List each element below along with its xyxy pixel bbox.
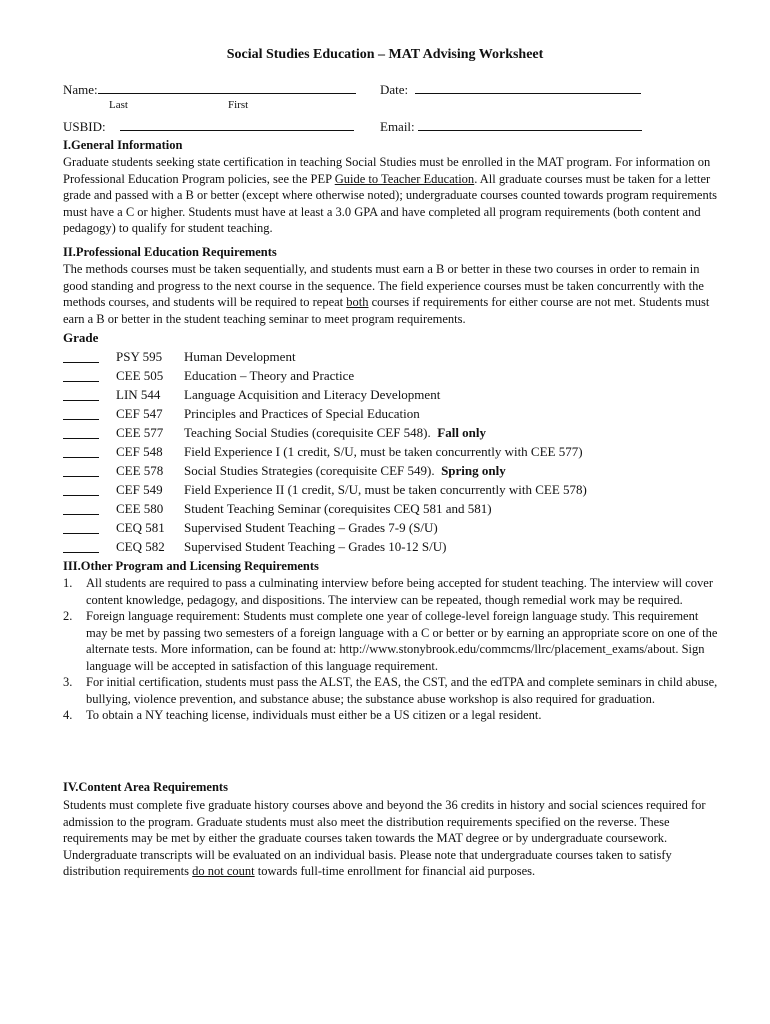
course-code: CEF 548	[116, 443, 163, 459]
course-row	[63, 423, 587, 442]
list-number: 2.	[63, 609, 73, 623]
course-row	[63, 480, 587, 499]
grade-blank[interactable]	[63, 370, 99, 382]
course-title: Social Studies Strategies (corequisite CEF 549).	[184, 462, 442, 478]
usbid-label: USBID:	[63, 119, 106, 134]
professional-text-a: The methods courses must be taken sequentially, and students must earn a B or better in these two courses in order to remain in good standing and progress to the next course in the sequence. The field experience courses must be taken concurrently with the methods courses, and students will be required to repeat	[63, 262, 704, 309]
both-emphasis: both	[346, 295, 369, 309]
do-not-count-emphasis: do not count	[192, 864, 255, 878]
date-label: Date:	[380, 82, 409, 97]
general-info-text-a: Graduate students seeking state certification in teaching Social Studies must be enrolled in the MAT program. For information on Professional Education Program policies, see the PEP	[63, 155, 711, 186]
date-input-line[interactable]	[415, 82, 641, 94]
course-row	[63, 518, 587, 537]
course-row	[63, 442, 587, 461]
course-title: Supervised Student Teaching – Grades 7-9 (S/U)	[184, 519, 438, 535]
list-item	[63, 608, 718, 674]
course-title: Human Development	[184, 348, 296, 364]
course-row	[63, 461, 587, 480]
content-area-text-b: towards full-time enrollment for financial aid purposes.	[254, 864, 536, 878]
course-code: CEF 549	[116, 481, 163, 497]
grade-blank[interactable]	[63, 389, 99, 401]
usbid-input-line[interactable]	[120, 119, 354, 131]
section-heading-general: I.General Information	[63, 138, 183, 152]
list-item-text: All students are required to pass a culminating interview before being accepted for student teaching. The interview will cover content knowledge, pedagogy, and dispositions. The interview can be repeated, though remedial work may be required.	[86, 576, 713, 607]
usbid-field[interactable]	[63, 119, 354, 135]
email-label: Email:	[380, 119, 415, 134]
general-info-paragraph	[63, 154, 718, 237]
course-title: Field Experience I (1 credit, S/U, must be taken concurrently with CEE 577)	[184, 443, 583, 459]
course-title: Supervised Student Teaching – Grades 10-12 S/U)	[184, 538, 447, 554]
email-field[interactable]	[380, 119, 642, 135]
email-input-line[interactable]	[418, 119, 642, 131]
course-code: CEQ 582	[116, 538, 165, 554]
section-heading-other: III.Other Program and Licensing Requirements	[63, 559, 319, 573]
list-number: 1.	[63, 576, 73, 590]
course-title: Language Acquisition and Literacy Development	[184, 386, 441, 402]
content-area-paragraph	[63, 797, 718, 880]
professional-text-b: courses if requirements for either course are not met. Students must earn a B or better in the student teaching seminar to meet program requirements.	[63, 295, 710, 326]
grade-blank[interactable]	[63, 465, 99, 477]
course-term-note: Spring only	[441, 462, 506, 478]
list-item-text: To obtain a NY teaching license, individuals must either be a US citizen or a legal resident.	[86, 708, 542, 722]
section-heading-content-area: IV.Content Area Requirements	[63, 780, 228, 794]
course-row	[63, 366, 587, 385]
first-name-label: First	[228, 99, 249, 111]
course-row	[63, 499, 587, 518]
date-field[interactable]	[380, 82, 641, 98]
list-item	[63, 575, 718, 608]
list-item-text: Foreign language requirement: Students must complete one year of college-level foreign language study. This requirement may be met by passing two semesters of a foreign language with a C or better or by earning an appropriate score on one of the alternate tests. More information, can be found at: http://www.stonybrook.edu/commcms/llrc/placement_exams/about. Sign language will be accepted in satisfaction of this language requirement.	[86, 609, 718, 673]
list-item	[63, 707, 718, 724]
course-title: Teaching Social Studies (corequisite CEF 548).	[184, 424, 438, 440]
grade-blank[interactable]	[63, 522, 99, 534]
course-row	[63, 347, 587, 366]
name-field[interactable]	[63, 82, 356, 98]
page-title: Social Studies Education – MAT Advising Worksheet	[226, 47, 544, 62]
list-number: 3.	[63, 675, 73, 689]
grade-blank[interactable]	[63, 351, 99, 363]
course-title: Principles and Practices of Special Education	[184, 405, 420, 421]
grade-heading: Grade	[63, 330, 99, 345]
grade-blank[interactable]	[63, 503, 99, 515]
course-row	[63, 385, 587, 404]
course-row	[63, 537, 587, 556]
professional-paragraph	[63, 261, 718, 327]
content-area-text-a: Students must complete five graduate history courses above and beyond the 36 credits in history and social sciences required for admission to the program. Graduate students must also meet the distribution requirements specified on the reverse. These requirements may be met by either the graduate courses taken towards the MAT degree or by undergraduate coursework. Undergraduate transcripts will be evaluated on an individual basis. Please note that undergraduate courses taken to satisfy distribution requirements	[63, 798, 706, 878]
course-term-note: Fall only	[437, 424, 487, 440]
course-code: CEE 577	[116, 424, 164, 440]
course-title: Education – Theory and Practice	[184, 367, 355, 383]
course-code: PSY 595	[116, 348, 163, 364]
grade-blank[interactable]	[63, 541, 99, 553]
requirements-list	[63, 575, 718, 724]
name-input-line[interactable]	[98, 82, 356, 94]
course-row	[63, 404, 587, 423]
course-code: CEE 580	[116, 500, 164, 516]
grade-blank[interactable]	[63, 408, 99, 420]
grade-blank[interactable]	[63, 484, 99, 496]
section-heading-professional: II.Professional Education Requirements	[63, 245, 277, 259]
course-code: CEE 505	[116, 367, 164, 383]
course-code: LIN 544	[116, 386, 161, 402]
course-list	[63, 347, 587, 556]
grade-blank[interactable]	[63, 446, 99, 458]
general-info-text-b: . All graduate courses must be taken for a letter grade and passed with a B or better (except where otherwise noted); undergraduate courses counted towards program requirements must have a C or higher. Students must have at least a 3.0 GPA and have completed all program requirements (both content and pedagogy) to qualify for student teaching.	[63, 171, 718, 235]
grade-blank[interactable]	[63, 427, 99, 439]
name-label: Name:	[63, 82, 98, 97]
course-title: Field Experience II (1 credit, S/U, must be taken concurrently with CEE 578)	[184, 481, 587, 497]
list-item	[63, 674, 718, 707]
course-code: CEQ 581	[116, 519, 165, 535]
last-name-label: Last	[109, 99, 128, 111]
course-title: Student Teaching Seminar (corequisites CEQ 581 and 581)	[184, 500, 492, 516]
course-code: CEF 547	[116, 405, 163, 421]
course-code: CEE 578	[116, 462, 164, 478]
list-item-text: For initial certification, students must pass the ALST, the EAS, the CST, and the edTPA and complete seminars in child abuse, bullying, violence prevention, and substance abuse; the substance abuse workshop is also required for graduation.	[86, 675, 718, 706]
guide-link[interactable]: Guide to Teacher Education	[334, 171, 475, 186]
list-number: 4.	[63, 708, 73, 722]
